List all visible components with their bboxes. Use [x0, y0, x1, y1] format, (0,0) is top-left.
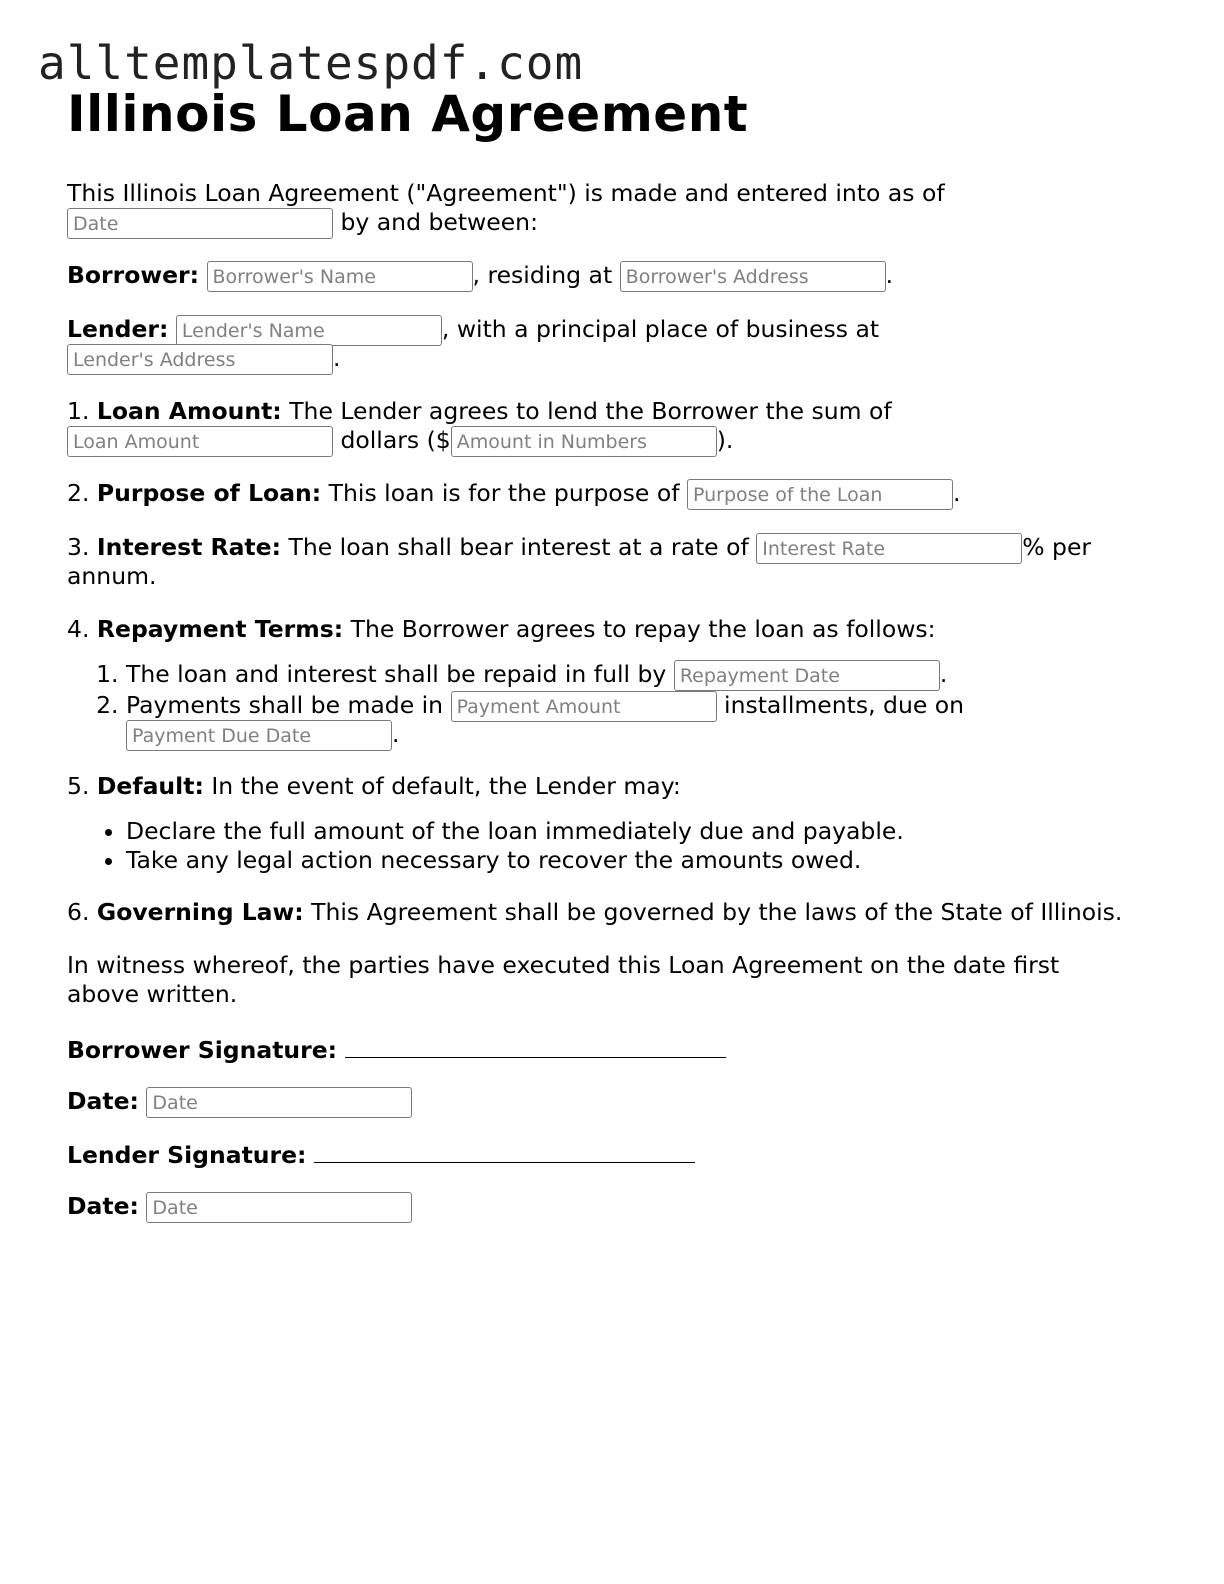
list-item [126, 691, 1167, 749]
section-loan-amount [67, 397, 1167, 455]
lender-line [67, 315, 1167, 373]
section-number: 1. [67, 397, 90, 425]
lender-address-input[interactable] [67, 344, 333, 375]
borrower-signature-field[interactable] [345, 1033, 726, 1058]
borrower-signature-line [67, 1033, 1167, 1065]
section-number: 6. [67, 898, 90, 926]
repayment-item-text: Payments shall be made in [126, 691, 444, 719]
list-item: • Declare the full amount of the loan immediately due and payable. [126, 817, 1167, 846]
section-heading: Repayment Terms: [96, 615, 344, 643]
amount-numbers-input[interactable] [451, 426, 717, 457]
payment-amount-input[interactable] [451, 691, 717, 722]
section-heading: Loan Amount: [96, 397, 282, 425]
installments-text: installments, due on [724, 691, 965, 719]
interest-rate-input[interactable] [756, 533, 1022, 564]
lender-signature-field[interactable] [314, 1138, 695, 1163]
agreement-date-input[interactable] [67, 208, 333, 239]
section-number: 2. [67, 479, 90, 507]
intro-paragraph [67, 179, 1167, 237]
item-end: . [392, 720, 400, 748]
section-heading: Purpose of Loan: [96, 479, 322, 507]
lender-name-input[interactable] [176, 315, 442, 346]
lender-label: Lender: [67, 315, 169, 343]
witness-paragraph: In witness whereof, the parties have executed this Loan Agreement on the date first above written. [67, 951, 1060, 1008]
intro-text-b: by and between: [340, 208, 538, 236]
purpose-end: . [952, 479, 961, 507]
borrower-end: . [885, 261, 894, 289]
purpose-input[interactable] [687, 479, 953, 510]
default-list [67, 817, 1167, 875]
lender-date-input[interactable] [146, 1192, 412, 1223]
list-item: • Take any legal action necessary to recover the amounts owed. [126, 846, 1167, 875]
borrower-date-label: Date: [67, 1087, 139, 1115]
intro-text: This Illinois Loan Agreement ("Agreement") is made and entered into as of [67, 179, 945, 207]
section-governing [67, 898, 1167, 927]
borrower-label: Borrower: [67, 261, 200, 289]
list-item [126, 660, 1167, 689]
repayment-date-input[interactable] [674, 660, 940, 691]
section-number: 3. [67, 533, 90, 561]
interest-suffix: % per annum. [67, 533, 1092, 590]
repayment-list [67, 660, 1167, 749]
section-default [67, 772, 1167, 801]
loan-amount-input[interactable] [67, 426, 333, 457]
section-number: 4. [67, 615, 90, 643]
lender-signature-line [67, 1138, 1167, 1170]
section-interest [67, 533, 1167, 591]
section-number: 5. [67, 772, 90, 800]
borrower-line [67, 261, 1167, 290]
section-text: The loan shall bear interest at a rate of [288, 533, 749, 561]
section-purpose [67, 479, 1167, 508]
section-repayment [67, 615, 1167, 644]
borrower-signature-label: Borrower Signature: [67, 1036, 338, 1064]
watermark: alltemplatespdf.com [38, 36, 584, 90]
payment-due-date-input[interactable] [126, 720, 392, 751]
repayment-item-text: The loan and interest shall be repaid in full by [126, 660, 667, 688]
page-title: Illinois Loan Agreement [67, 85, 749, 143]
borrower-name-input[interactable] [207, 261, 473, 292]
borrower-date-input[interactable] [146, 1087, 412, 1118]
section-text: The Borrower agrees to repay the loan as follows: [350, 615, 936, 643]
borrower-date-line [67, 1087, 1167, 1116]
section-text: This loan is for the purpose of [328, 479, 680, 507]
amount-end: ). [716, 426, 734, 454]
lender-date-line [67, 1192, 1167, 1221]
borrower-address-input[interactable] [620, 261, 886, 292]
lender-date-label: Date: [67, 1192, 139, 1220]
section-heading: Default: [96, 772, 204, 800]
section-text: The Lender agrees to lend the Borrower the sum of [289, 397, 892, 425]
section-heading: Governing Law: [96, 898, 304, 926]
item-end: . [939, 660, 948, 688]
section-heading: Interest Rate: [96, 533, 282, 561]
dollars-text: dollars ($ [340, 426, 451, 454]
lender-signature-label: Lender Signature: [67, 1141, 307, 1169]
document-body [67, 84, 1167, 1243]
section-text: This Agreement shall be governed by the laws of the State of Illinois. [311, 898, 1123, 926]
borrower-residing-text: , residing at [472, 261, 613, 289]
lender-end: . [333, 344, 341, 372]
section-text: In the event of default, the Lender may: [211, 772, 681, 800]
lender-business-text: , with a principal place of business at [441, 315, 880, 343]
